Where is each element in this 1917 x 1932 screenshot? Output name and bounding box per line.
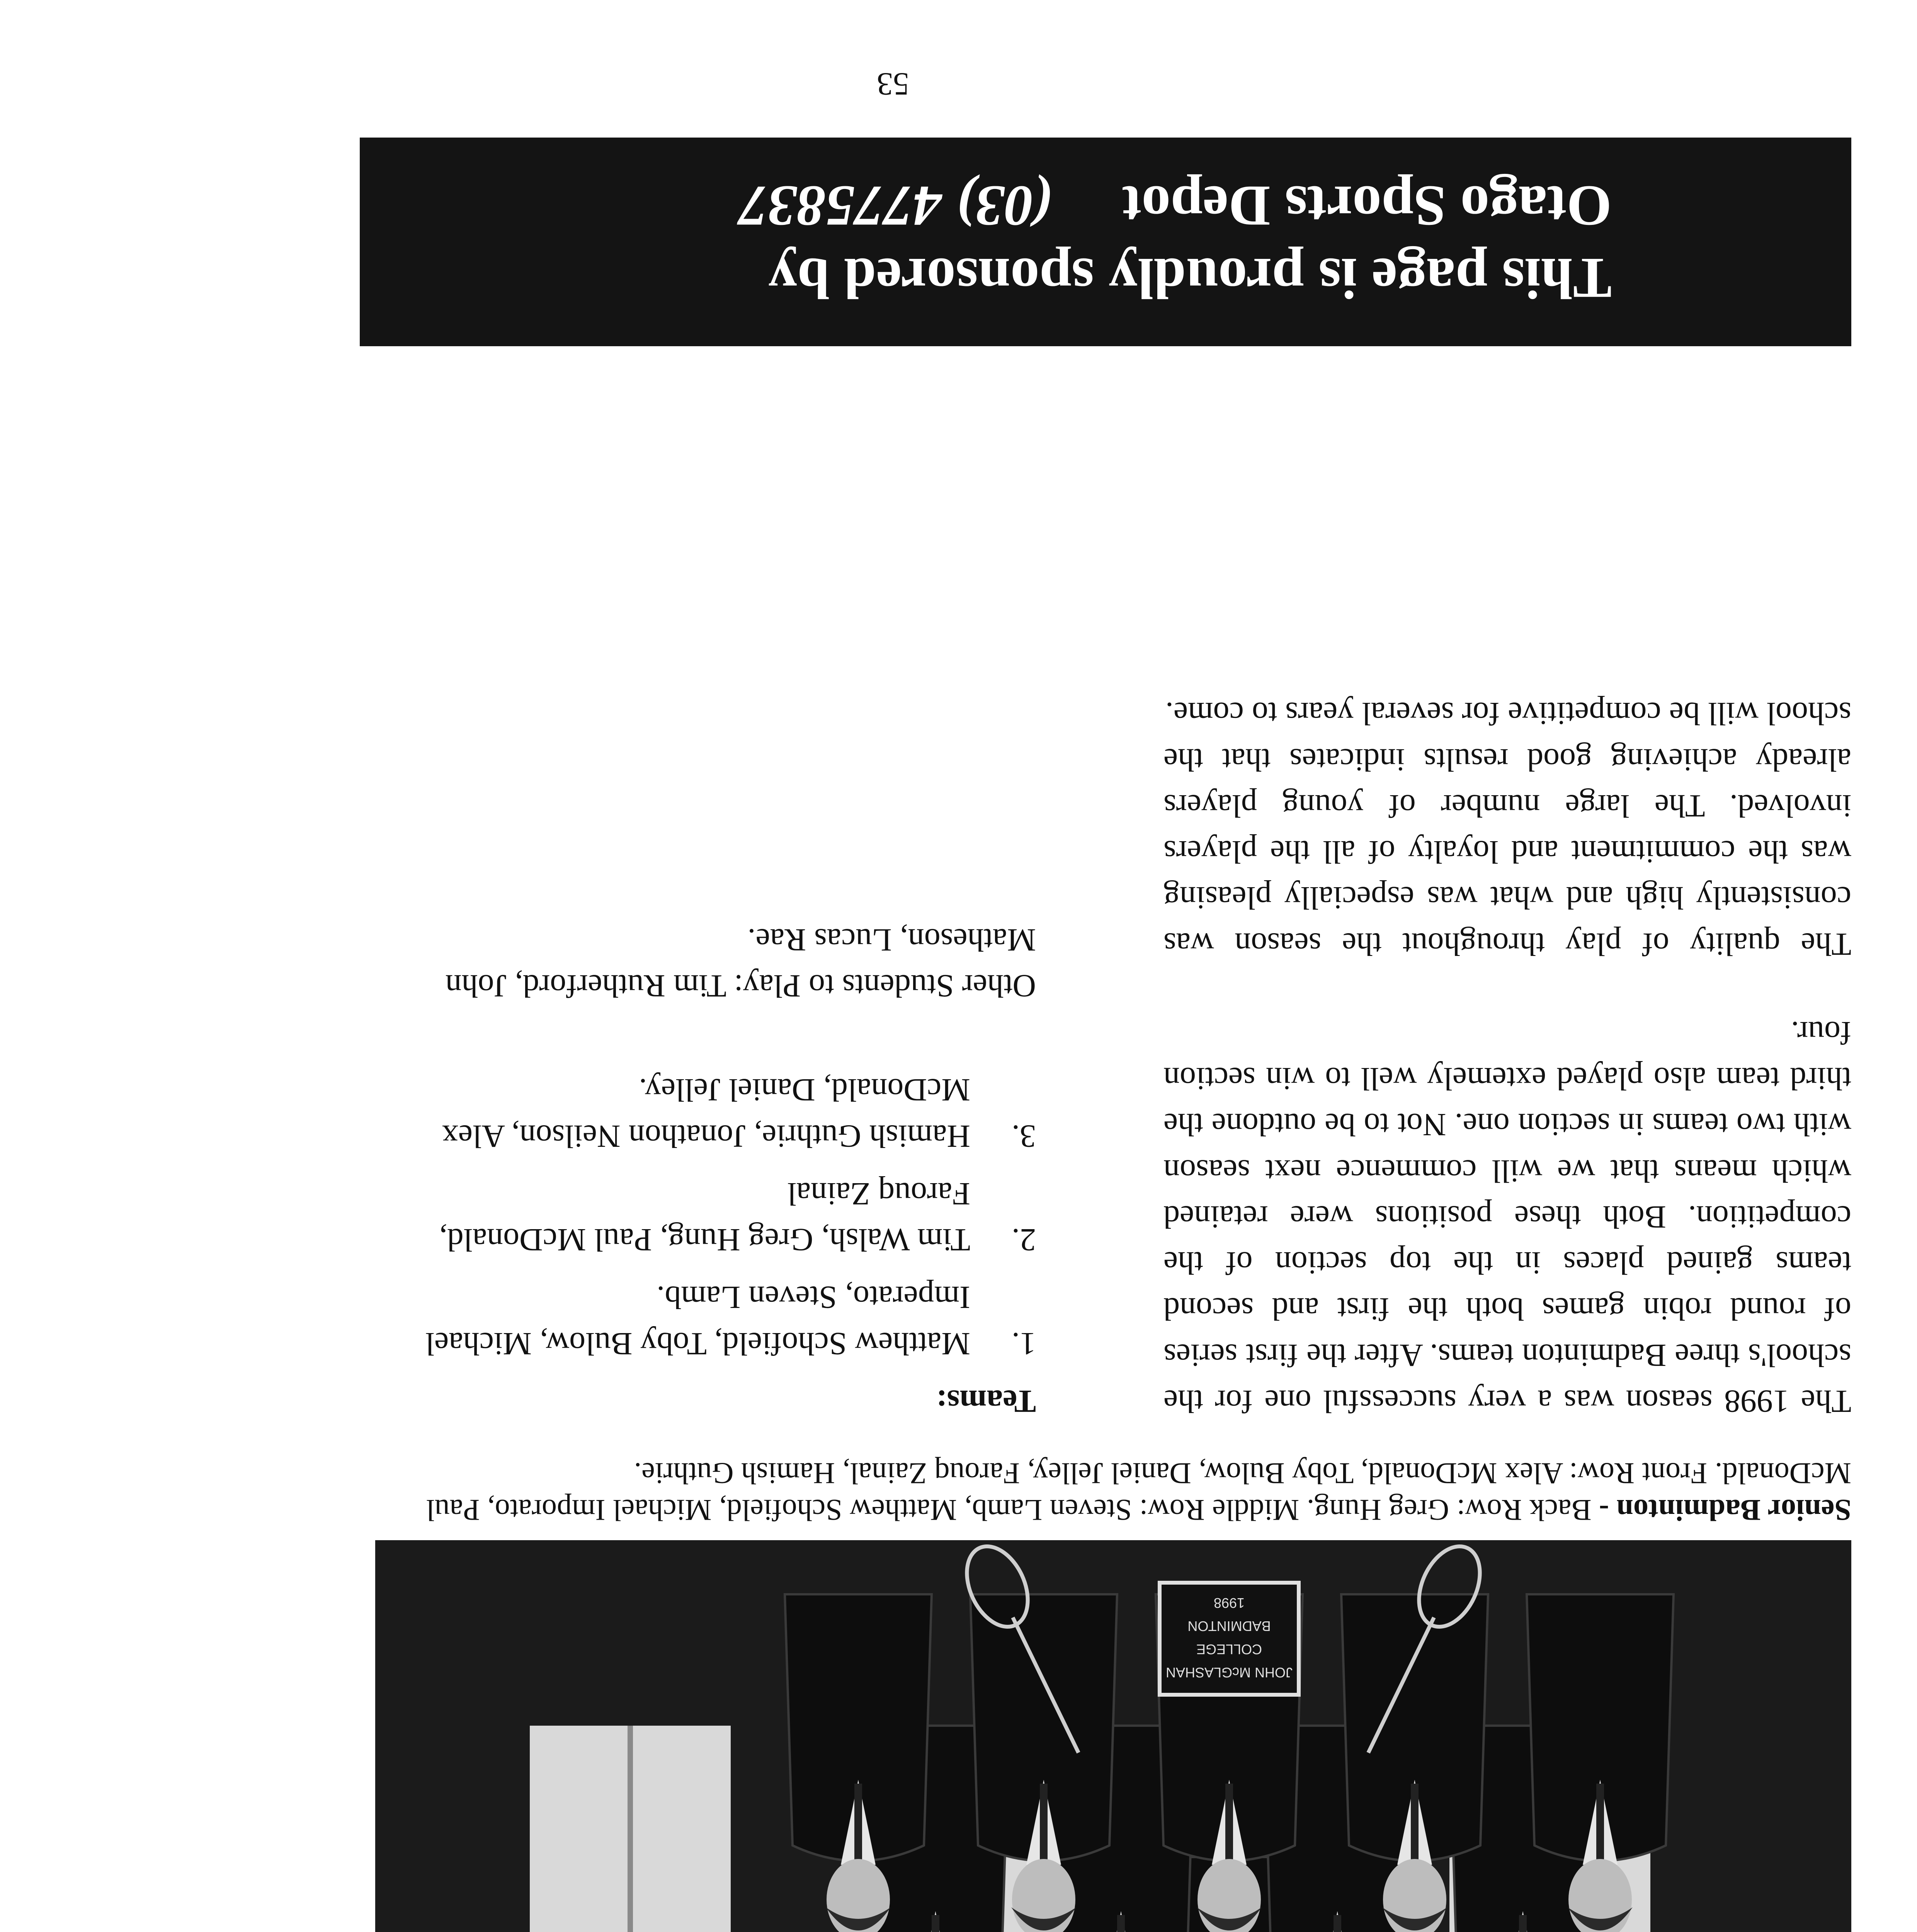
team-number: 1. (1012, 1325, 1036, 1362)
team-row-3 (348, 1067, 1036, 1159)
sponsor-details (360, 170, 1612, 242)
board-line-2: COLLEGE (1196, 1641, 1262, 1657)
sponsor-name: Otago Sports Depot (1122, 174, 1612, 238)
sponsor-line: This page is proudly sponsored by (768, 246, 1612, 311)
team-photo-illustration (375, 1540, 1851, 1932)
teams-heading: Teams: (936, 1383, 1036, 1419)
article-column-right (348, 917, 1036, 1424)
photo-caption (375, 1455, 1851, 1529)
team-board (1160, 1583, 1299, 1695)
team-row-2 (348, 1171, 1036, 1263)
article-paragraph-2: The quality of play throughout the season was consistently high and what was especially pleasing was the commitment and loyalty of all the players involved. The large number of young players already achieving good results indicates that the school will be competitive for several years to come. (1163, 696, 1851, 962)
team-players: Hamish Guthrie, Jonathon Neilson, Alex McDonald, Daniel Jelley. (442, 1072, 970, 1154)
team-number: 2. (1012, 1222, 1036, 1258)
team-row-1 (348, 1274, 1036, 1367)
team-players: Matthew Schofield, Toby Bulow, Michael Imperato, Steven Lamb. (425, 1279, 970, 1362)
board-line-4: 1998 (1213, 1595, 1245, 1611)
team-players: Tim Walsh, Greg Hung, Paul McDonald, Farouq Zainal (439, 1175, 970, 1258)
sponsor-phone: (03) 4775837 (738, 174, 1053, 238)
board-line-1: JOHN McGLASHAN (1165, 1665, 1293, 1680)
page-number: 53 (877, 66, 909, 102)
caption-lead: Senior Badminton - (1599, 1493, 1851, 1527)
team-photo (375, 1540, 1851, 1932)
article-paragraph-1: The 1998 season was a very successful one for the school's three Badminton teams. After the first series of round robin games both the first and second teams gained places in the top section of the competition. Both these positions were retained which means that we will commence next season with two teams in section one. Not to be outdone the third team also played extemely well to win section four. (1163, 1014, 1851, 1419)
other-students: Other Students to Play: Tim Rutherford, John Matheson, Lucas Rae. (445, 922, 1036, 1004)
sponsor-box (360, 138, 1851, 346)
caption-text: Back Row: Greg Hung. Middle Row: Steven Lamb, Matthew Schofield, Michael Imporato, Paul McDonald. Front Row: Alex McDonald, Toby Bulow, Daniel Jelley, Farouq Zainal, Hamish Guthrie. (426, 1456, 1851, 1527)
board-line-3: BADMINTON (1187, 1618, 1271, 1634)
team-number: 3. (1012, 1118, 1036, 1154)
article-column-left (1163, 648, 1851, 1424)
